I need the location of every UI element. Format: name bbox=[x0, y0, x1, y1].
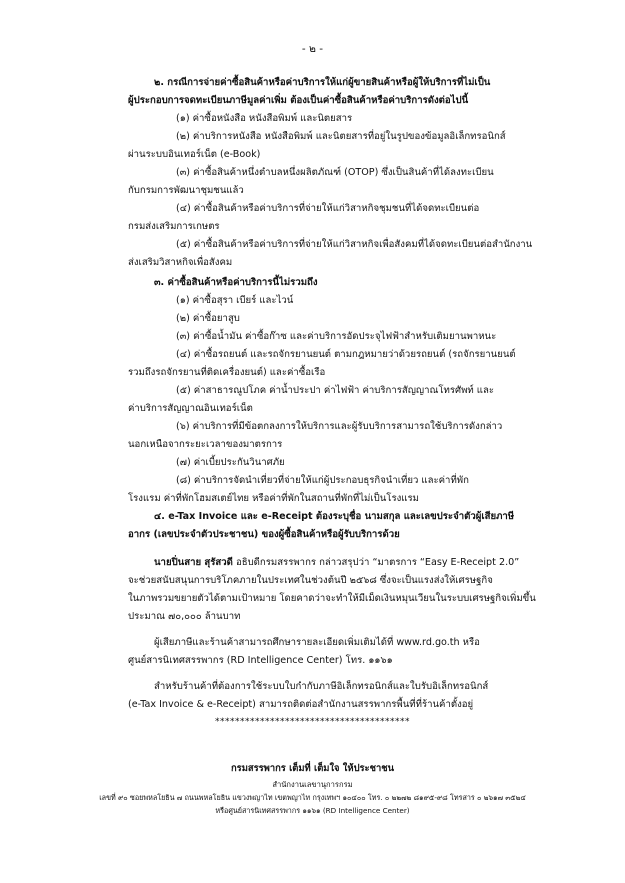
footer-center: หรือศูนย์สารนิเทศสรรพากร ๑๑๖๑ (RD Intelligence Center) bbox=[215, 806, 410, 815]
section3-item-5-line2: ค่าบริการสัญญาณอินเทอร์เน็ต bbox=[128, 403, 253, 414]
section2-item-1: (๑) ค่าซื้อหนังสือ หนังสือพิมพ์ และนิตยสาร bbox=[176, 113, 353, 124]
quote-line3: ในภาพรวมขยายตัวได้ตามเป้าหมาย โดยคาดว่าจะทำให้มีเม็ดเงินหมุนเวียนในระบบเศรษฐกิจเพิ่มขึ้น bbox=[128, 593, 536, 604]
shop-line1: สำหรับร้านค้าที่ต้องการใช้ระบบใบกำกับภาษีอิเล็กทรอนิกส์และใบรับอิเล็กทรอนิกส์ bbox=[154, 681, 489, 692]
section3-item-8-line2: โรงแรม ค่าที่พักโฮมสเตย์ไทย หรือค่าที่พักในสถานที่พักที่ไม่เป็นโรงแรม bbox=[128, 493, 419, 504]
shop-line2: (e-Tax Invoice & e-Receipt) สามารถติดต่อสำนักงานสรรพากรพื้นที่ที่ร้านค้าตั้งอยู่ bbox=[128, 699, 474, 710]
section3-item-2: (๒) ค่าซื้อยาสูบ bbox=[176, 313, 240, 324]
footer-address: เลขที่ ๙๐ ซอยพหลโยธิน ๗ ถนนพหลโยธิน แขวงพญาไท เขตพญาไท กรุงเทพฯ ๑๐๔๐๐ โทร. ๐ ๒๒๗๒ ๘๑๙๕-๙๘ โทรสาร ๐ ๒๖๑๗ ๓๕๒๔ bbox=[99, 793, 526, 802]
section4-heading-line1: ๔. e-Tax Invoice และ e-Receipt ต้องระบุชื่อ นามสกุล และเลขประจำตัวผู้เสียภาษี bbox=[154, 511, 515, 522]
section2-heading-line2: ผู้ประกอบการจดทะเบียนภาษีมูลค่าเพิ่ม ต้องเป็นค่าซื้อสินค้าหรือค่าบริการดังต่อไปนี้ bbox=[128, 95, 469, 106]
section2-heading-line1: ๒. กรณีการจ่ายค่าซื้อสินค้าหรือค่าบริการให้แก่ผู้ขายสินค้าหรือผู้ให้บริการที่ไม่เป็น bbox=[154, 77, 491, 88]
section2-item-4-line2: กรมส่งเสริมการเกษตร bbox=[128, 221, 220, 232]
quote-speaker: นายปิ่นสาย สุรัสวดี bbox=[154, 557, 233, 568]
section3-item-3: (๓) ค่าซื้อน้ำมัน ค่าซื้อก๊าซ และค่าบริการอัดประจุไฟฟ้าสำหรับเติมยานพาหนะ bbox=[176, 331, 497, 342]
section2-item-5-line1: (๕) ค่าซื้อสินค้าหรือค่าบริการที่จ่ายให้แก่วิสาหกิจเพื่อสังคมที่ได้จดทะเบียนต่อสำนักงาน bbox=[176, 239, 533, 250]
info-line2: ศูนย์สารนิเทศสรรพากร (RD Intelligence Center) โทร. ๑๑๖๑ bbox=[128, 655, 393, 666]
page-number: - ๒ - bbox=[301, 43, 324, 55]
footer-slogan: กรมสรรพากร เต็มที่ เต็มใจ ให้ประชาชน bbox=[230, 763, 394, 774]
info-line1: ผู้เสียภาษีและร้านค้าสามารถศึกษารายละเอียดเพิ่มเติมได้ที่ www.rd.go.th หรือ bbox=[154, 637, 480, 648]
section3-item-6-line1: (๖) ค่าบริการที่มีข้อตกลงการให้บริการและผู้รับบริการสามารถใช้บริการดังกล่าว bbox=[176, 421, 503, 432]
section3-item-6-line2: นอกเหนือจากระยะเวลาของมาตรการ bbox=[128, 439, 283, 450]
quote-line2: จะช่วยสนับสนุนการบริโภคภายในประเทศในช่วงต้นปี ๒๕๖๘ ซึ่งจะเป็นแรงส่งให้เศรษฐกิจ bbox=[128, 575, 493, 586]
section2-item-5-line2: ส่งเสริมวิสาหกิจเพื่อสังคม bbox=[128, 257, 233, 268]
section3-item-5-line1: (๕) ค่าสาธารณูปโภค ค่าน้ำประปา ค่าไฟฟ้า ค่าบริการสัญญาณโทรศัพท์ และ bbox=[176, 385, 495, 396]
section3-item-7: (๗) ค่าเบี้ยประกันวินาศภัย bbox=[176, 457, 285, 468]
section3-heading: ๓. ค่าซื้อสินค้าหรือค่าบริการนี้ไม่รวมถึง bbox=[154, 277, 318, 288]
quote-line1-text: อธิบดีกรมสรรพากร กล่าวสรุปว่า “มาตรการ “Easy E-Receipt 2.0” bbox=[235, 557, 520, 568]
section3-item-8-line1: (๘) ค่าบริการจัดนำเที่ยวที่จ่ายให้แก่ผู้ประกอบธุรกิจนำเที่ยว และค่าที่พัก bbox=[176, 475, 469, 486]
section3-item-4-line1: (๔) ค่าซื้อรถยนต์ และรถจักรยานยนต์ ตามกฎหมายว่าด้วยรถยนต์ (รถจักรยานยนต์ bbox=[176, 349, 516, 360]
quote-line1 bbox=[154, 556, 519, 569]
section4-heading-line2: อากร (เลขประจำตัวประชาชน) ของผู้ซื้อสินค้าหรือผู้รับบริการด้วย bbox=[128, 529, 400, 540]
footer-office: สำนักงานเลขานุการกรม bbox=[272, 780, 353, 789]
section2-item-2-line1: (๒) ค่าบริการหนังสือ หนังสือพิมพ์ และนิตยสารที่อยู่ในรูปของข้อมูลอิเล็กทรอนิกส์ bbox=[176, 131, 506, 142]
separator-stars: *************************************** bbox=[215, 717, 410, 727]
section2-item-3-line2: กับกรมการพัฒนาชุมชนแล้ว bbox=[128, 185, 244, 196]
section2-item-3-line1: (๓) ค่าซื้อสินค้าหนึ่งตำบลหนึ่งผลิตภัณฑ์ (OTOP) ซึ่งเป็นสินค้าที่ได้ลงทะเบียน bbox=[176, 167, 494, 178]
quote-line4: ประมาณ ๗๐,๐๐๐ ล้านบาท bbox=[128, 611, 241, 622]
section3-item-1: (๑) ค่าซื้อสุรา เบียร์ และไวน์ bbox=[176, 295, 294, 306]
section3-item-4-line2: รวมถึงรถจักรยานที่ติดเครื่องยนต์) และค่าซื้อเรือ bbox=[128, 367, 326, 378]
section2-item-4-line1: (๔) ค่าซื้อสินค้าหรือค่าบริการที่จ่ายให้แก่วิสาหกิจชุมชนที่ได้จดทะเบียนต่อ bbox=[176, 203, 480, 214]
section2-item-2-line2: ผ่านระบบอินเทอร์เน็ต (e-Book) bbox=[128, 149, 261, 160]
